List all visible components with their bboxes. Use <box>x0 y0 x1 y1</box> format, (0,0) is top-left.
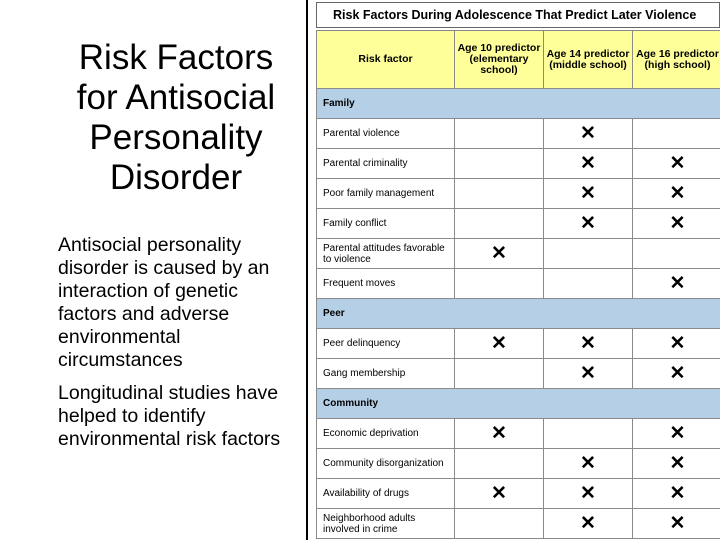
predictor-cell <box>455 449 544 479</box>
risk-factor-cell: Poor family management <box>317 179 455 209</box>
predictor-cell <box>455 359 544 389</box>
table-row <box>317 209 720 239</box>
x-mark-icon: ✕ <box>580 362 596 384</box>
predictor-cell <box>633 209 720 239</box>
risk-factor-cell: Availability of drugs <box>317 479 455 509</box>
table-row <box>317 149 720 179</box>
x-mark-icon: ✕ <box>491 242 507 264</box>
risk-factor-cell: Peer delinquency <box>317 329 455 359</box>
x-mark-icon: ✕ <box>580 332 596 354</box>
section-row <box>317 389 720 419</box>
section-row <box>317 299 720 329</box>
x-mark-icon: ✕ <box>491 482 507 504</box>
slide-title-line: for Antisocial <box>76 78 276 117</box>
predictor-cell <box>633 419 720 449</box>
x-mark-icon: ✕ <box>669 182 686 204</box>
risk-factor-cell: Family conflict <box>317 209 455 239</box>
predictor-cell <box>633 449 720 479</box>
predictor-cell <box>455 209 544 239</box>
x-mark-icon: ✕ <box>669 422 686 444</box>
table-row <box>317 449 720 479</box>
x-mark-icon: ✕ <box>669 152 686 174</box>
slide-title-line: Risk Factors <box>78 38 274 77</box>
x-mark-icon: ✕ <box>491 422 507 444</box>
risk-factor-cell: Frequent moves <box>317 269 455 299</box>
predictor-cell <box>544 239 633 269</box>
predictor-cell <box>455 329 544 359</box>
header-age-14: Age 14 predictor (middle school) <box>544 31 633 89</box>
predictor-cell <box>633 179 720 209</box>
predictor-cell <box>455 479 544 509</box>
table-row <box>317 269 720 299</box>
table-row <box>317 329 720 359</box>
table-row <box>317 119 720 149</box>
table-header-row <box>317 31 720 89</box>
risk-factor-table-panel <box>306 0 720 540</box>
predictor-cell <box>633 119 720 149</box>
slide-title <box>58 38 294 198</box>
section-row <box>317 89 720 119</box>
table-row <box>317 509 720 539</box>
x-mark-icon: ✕ <box>580 452 596 474</box>
predictor-cell <box>544 269 633 299</box>
slide-title-line: Disorder <box>109 158 243 197</box>
x-mark-icon: ✕ <box>669 362 686 384</box>
predictor-cell <box>544 449 633 479</box>
x-mark-icon: ✕ <box>580 212 596 234</box>
slide-title-line: Personality <box>89 118 263 157</box>
header-risk-factor: Risk factor <box>317 31 455 89</box>
risk-factor-cell: Parental violence <box>317 119 455 149</box>
x-mark-icon: ✕ <box>580 512 596 534</box>
predictor-cell <box>633 479 720 509</box>
risk-factor-cell: Community disorganization <box>317 449 455 479</box>
predictor-cell <box>633 149 720 179</box>
x-mark-icon: ✕ <box>580 482 596 504</box>
predictor-cell <box>544 179 633 209</box>
table-row <box>317 179 720 209</box>
x-mark-icon: ✕ <box>669 212 686 234</box>
predictor-cell <box>455 269 544 299</box>
header-age-10: Age 10 predictor (elementary school) <box>455 31 544 89</box>
x-mark-icon: ✕ <box>669 272 686 294</box>
bullet-text: Antisocial personality disorder is caused by an interaction of genetic factors and adverse environmental circumstances <box>58 234 270 371</box>
predictor-cell <box>455 419 544 449</box>
section-label: Peer <box>317 299 720 329</box>
table-row <box>317 239 720 269</box>
predictor-cell <box>455 179 544 209</box>
predictor-cell <box>544 209 633 239</box>
x-mark-icon: ✕ <box>669 482 686 504</box>
x-mark-icon: ✕ <box>580 182 596 204</box>
section-label: Family <box>317 89 720 119</box>
risk-factor-cell: Neighborhood adults involved in crime <box>317 509 455 539</box>
risk-factor-cell: Gang membership <box>317 359 455 389</box>
table-body <box>317 89 720 539</box>
predictor-cell <box>455 239 544 269</box>
predictor-cell <box>544 329 633 359</box>
predictor-cell <box>544 359 633 389</box>
predictor-cell <box>633 509 720 539</box>
x-mark-icon: ✕ <box>669 452 686 474</box>
x-mark-icon: ✕ <box>669 332 686 354</box>
predictor-cell <box>455 149 544 179</box>
predictor-cell <box>544 119 633 149</box>
x-mark-icon: ✕ <box>580 122 596 144</box>
predictor-cell <box>633 269 720 299</box>
risk-factor-cell: Parental attitudes favorable to violence <box>317 239 455 269</box>
table-title: Risk Factors During Adolescence That Predict Later Violence <box>316 2 720 28</box>
predictor-cell <box>544 149 633 179</box>
predictor-cell <box>455 509 544 539</box>
table-row <box>317 479 720 509</box>
predictor-cell <box>544 419 633 449</box>
bullet-text: Longitudinal studies have helped to identify environmental risk factors <box>58 382 281 450</box>
predictor-cell <box>633 359 720 389</box>
header-age-16: Age 16 predictor (high school) <box>633 31 720 89</box>
table-row <box>317 419 720 449</box>
predictor-cell <box>633 239 720 269</box>
x-mark-icon: ✕ <box>580 152 596 174</box>
risk-factor-cell: Parental criminality <box>317 149 455 179</box>
predictor-cell <box>455 119 544 149</box>
risk-factor-cell: Economic deprivation <box>317 419 455 449</box>
table-row <box>317 359 720 389</box>
predictor-cell <box>633 329 720 359</box>
predictor-cell <box>544 479 633 509</box>
section-label: Community <box>317 389 720 419</box>
slide-body <box>58 234 298 461</box>
risk-factor-table <box>316 30 720 539</box>
x-mark-icon: ✕ <box>491 332 507 354</box>
predictor-cell <box>544 509 633 539</box>
x-mark-icon: ✕ <box>669 512 686 534</box>
